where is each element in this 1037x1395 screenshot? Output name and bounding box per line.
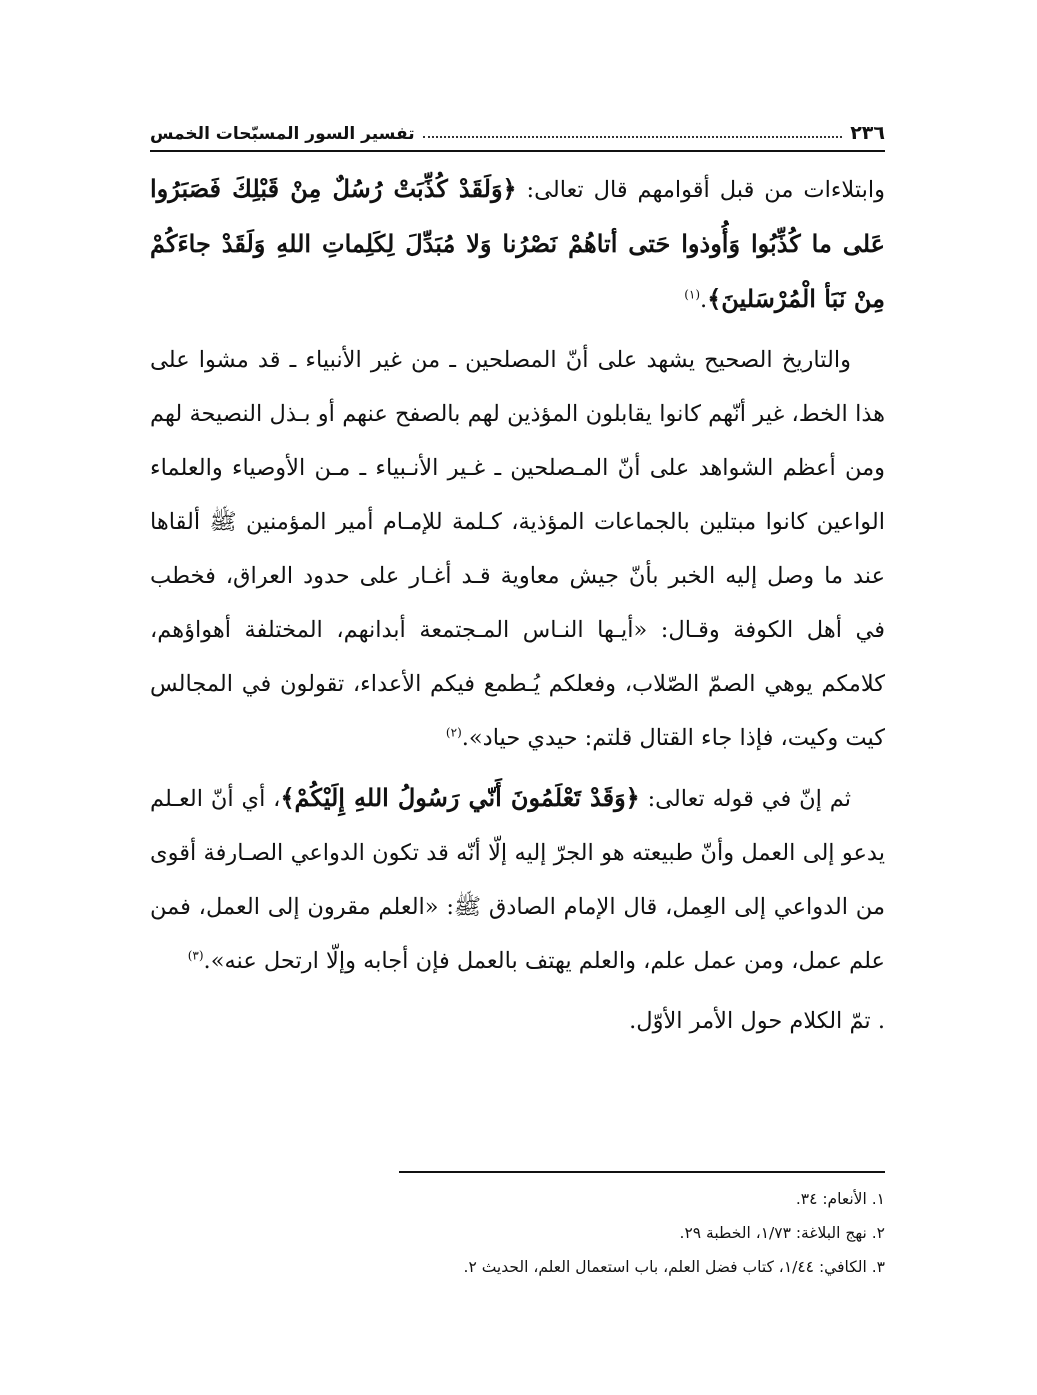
footnotes (150, 1182, 885, 1284)
footnote-ref-1[interactable]: (١) (684, 287, 701, 302)
paragraph-1-tail: . (700, 287, 708, 313)
header-divider (150, 150, 885, 152)
dotted-leader (423, 136, 843, 138)
paragraph-2 (150, 333, 885, 765)
quran-verse-2: ﴿وَقَدْ تَعْلَمُونَ أَنّي رَسُولُ اللهِ إِلَيْكُمْ﴾ (280, 783, 640, 812)
paragraph-3-lead: ثم إنّ في قوله تعالى: (639, 786, 851, 812)
paragraph-2-text: والتاريخ الصحيح يشهد على أنّ المصلحين ـ من غير الأنبياء ـ قد مشوا على هذا الخط، غير أنّهم كانوا يقابلون المؤذين لهم بالصفح عنهم أو بـذل النصيحة لهم ومن أعظم الشواهد على أنّ المـصلحين ـ غـير الأنـبياء ـ مـن الأوصياء والعلماء الواعين كانوا مبتلين بالجماعات المؤذية، كـلمة للإمـام أمير المؤمنين ﷺ ألقاها عند ما وصل إليه الخبر بأنّ جيش معاوية قـد أغـار على حدود العراق، فخطب في أهل الكوفة وقـال: «أيـها النـاس المـجتمعة أبدانهم، المختلفة أهواؤهم، كلامكم يوهي الصمّ الصّلاب، وفعلكم يُـطمع فيكم الأعداء، تقولون في المجالس كيت وكيت، فإذا جاء القتال قلتم: حيدي حياد». (150, 347, 885, 751)
paragraph-1 (150, 162, 885, 327)
paragraph-3-tail: ، أي أنّ العـلم يدعو إلى العمل وأنّ طبيعته هو الجرّ إليه إلّا أنّه قد تكون الدواعي الصـارفة أقوى من الدواعي إلى العِمل، قال الإمام الصادق ﷺ: «العلم مقرون إلى العمل، فمن علم عمل، ومن عمل علم، والعلم يهتف بالعمل فإن أجابه وإلّا ارتحل عنه». (150, 786, 885, 974)
book-title: تفسير السور المسبّحات الخمس (150, 124, 415, 144)
running-header (150, 108, 885, 144)
footnote-3: ٣. الكافي: ١/٤٤، كتاب فضل العلم، باب استعمال العلم، الحديث ٢. (463, 1258, 885, 1276)
footnote-divider (399, 1171, 885, 1173)
main-text (150, 162, 885, 1054)
footnote-ref-2[interactable]: (٢) (445, 725, 462, 740)
footnote-ref-3[interactable]: (٣) (187, 948, 204, 963)
page-number: ٢٣٦ (850, 122, 885, 144)
quran-verse-1: ﴿وَلَقَدْ كُذِّبَتْ رُسُلٌ مِنْ قَبْلِكَ فَصَبَرُوا عَلى ما كُذِّبُوا وَأُوذوا حَتى أتاهُمْ نَصْرُنا وَلا مُبَدِّلَ لِكَلِماتِ اللهِ وَلَقَدْ جاءَكُمْ مِنْ نَبَأ الْمُرْسَلينَ﴾ (150, 174, 885, 313)
closing-line: . تمّ الكلام حول الأمر الأوّل. (629, 1008, 885, 1034)
paragraph-1-lead: وابتلاءات من قبل أقوامهم قال تعالى: (516, 177, 885, 203)
paragraph-3 (150, 771, 885, 988)
footnote-2: ٢. نهج البلاغة: ١/٧٣، الخطبة ٢٩. (679, 1224, 885, 1242)
footnote-1: ١. الأنعام: ٣٤. (795, 1190, 885, 1208)
